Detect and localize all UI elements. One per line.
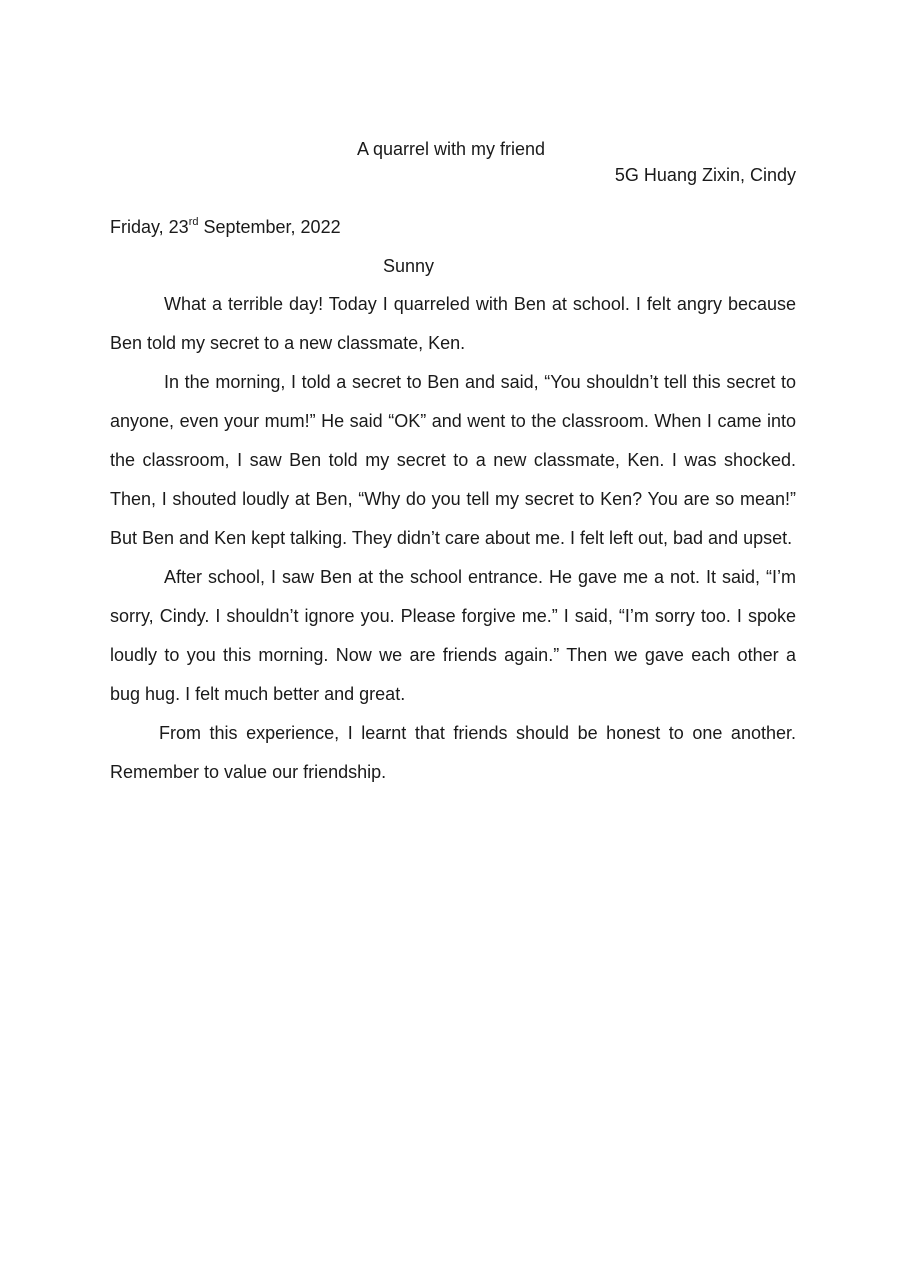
paragraph: In the morning, I told a secret to Ben and said, “You shouldn’t tell this secret to anyone, even your mum!” He said “OK” and went to the classroom. When I came into the classroom, I saw Ben told my secret to a new classmate, Ken. I was shocked. Then, I shouted loudly at Ben, “Why do you tell my secret to Ken? You are so mean!” But Ben and Ken kept talking. They didn’t care about me. I felt left out, bad and upset. <box>110 372 796 548</box>
weather-line: Sunny <box>383 256 435 276</box>
date-ordinal-suffix: rd <box>188 216 199 228</box>
document-title <box>110 137 796 161</box>
date-prefix: Friday, 23 <box>110 217 189 237</box>
paragraph: From this experience, I learnt that friends should be honest to one another. Remember to value our friendship. <box>110 723 796 782</box>
date-line <box>110 215 341 239</box>
title-text: A quarrel with my friend <box>356 139 546 159</box>
essay-body <box>110 285 796 792</box>
paragraph: What a terrible day! Today I quarreled with Ben at school. I felt angry because Ben told my secret to a new classmate, Ken. <box>110 294 796 353</box>
paragraph: After school, I saw Ben at the school entrance. He gave me a not. It said, “I’m sorry, Cindy. I shouldn’t ignore you. Please forgive me.” I said, “I’m sorry too. I spoke loudly to you this morning. Now we are friends again.” Then we gave each other a bug hug. I felt much better and great. <box>110 567 796 704</box>
author-line: 5G Huang Zixin, Cindy <box>614 165 796 185</box>
document-page <box>110 0 796 1280</box>
date-rest: September, 2022 <box>198 217 341 237</box>
